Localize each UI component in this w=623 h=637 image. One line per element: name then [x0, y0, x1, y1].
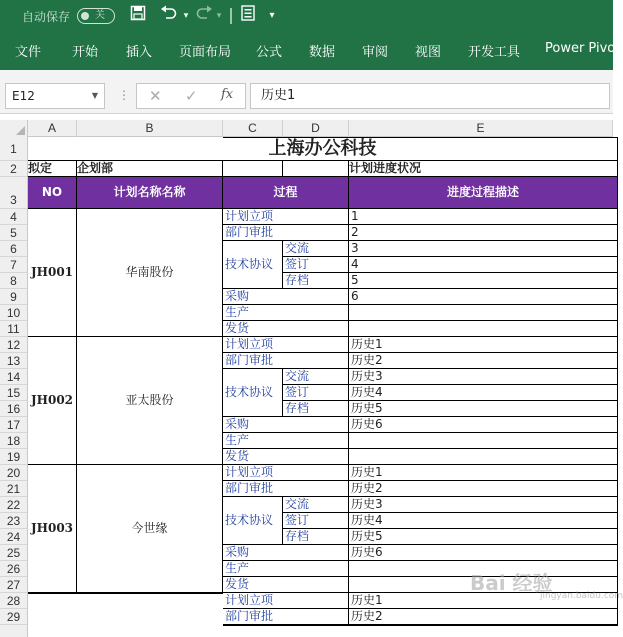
step-purchase-text: 采购: [225, 545, 250, 559]
step-dept-review-text: 部门审批: [225, 353, 274, 367]
substep-exchange-text: 交流: [285, 369, 310, 383]
company-name-text: 亚太股份: [125, 393, 174, 407]
progress-description-text: 3: [351, 241, 359, 255]
substep-sign-text: 签订: [285, 513, 310, 527]
step-plan-approval-text: 计划立项: [225, 465, 274, 479]
progress-description-text: 历史1: [351, 337, 383, 351]
row-header[interactable]: 11: [0, 321, 27, 337]
step-production-text: 生产: [225, 433, 250, 447]
row-headers: [0, 137, 28, 637]
header-plan-name[interactable]: [77, 177, 223, 209]
row-header[interactable]: 9: [0, 289, 27, 305]
substep-archive-text: 存档: [285, 401, 310, 415]
step-dept-review-text: 部门审批: [225, 481, 274, 495]
watermark: Bai 经验: [470, 571, 553, 595]
progress-description[interactable]: [349, 369, 618, 385]
more-icon: ⋮: [118, 88, 130, 102]
step-delivery-text: 发货: [225, 449, 250, 463]
step-purchase[interactable]: [223, 417, 349, 433]
progress-description-text: 6: [351, 289, 359, 303]
step-delivery[interactable]: [223, 577, 349, 593]
progress-description-text: 4: [351, 257, 359, 271]
plan-code-text: JH001: [30, 265, 74, 279]
step-dept-review[interactable]: [223, 609, 349, 625]
step-production[interactable]: [223, 433, 349, 449]
step-production[interactable]: [223, 561, 349, 577]
progress-description[interactable]: [349, 417, 618, 433]
plan-code[interactable]: [28, 209, 77, 337]
plan-code-text: JH002: [30, 393, 74, 407]
chevron-down-icon[interactable]: ▼: [91, 91, 98, 100]
step-delivery[interactable]: [223, 137, 349, 138]
insert-function-icon[interactable]: fx: [221, 87, 234, 102]
autosave-label: 自动保存: [22, 10, 71, 24]
step-plan-approval-text: 计划立项: [225, 593, 274, 607]
header-process[interactable]: [223, 177, 349, 209]
step-tech-agreement[interactable]: [223, 241, 283, 289]
step-tech-agreement[interactable]: [223, 369, 283, 417]
tab-file[interactable]: 文件: [15, 45, 42, 60]
header-process-text: 过程: [273, 185, 298, 199]
company-name[interactable]: [77, 337, 223, 465]
progress-description[interactable]: [349, 481, 618, 497]
company-name[interactable]: [77, 209, 223, 337]
substep-exchange[interactable]: [283, 369, 349, 385]
step-plan-approval-text: 计划立项: [225, 337, 274, 351]
step-dept-review[interactable]: [223, 481, 349, 497]
row-header[interactable]: 6: [0, 241, 27, 257]
cell-b2-text: 企划部: [77, 161, 114, 175]
step-plan-approval[interactable]: [223, 337, 349, 353]
step-delivery-text: 发货: [225, 321, 250, 335]
progress-description-text: 历史2: [351, 481, 383, 495]
tab-view[interactable]: 视图: [415, 45, 442, 60]
worksheet-grid: [0, 120, 613, 625]
progress-description-text: 历史6: [351, 545, 383, 559]
redo-icon[interactable]: [194, 4, 214, 28]
row-header[interactable]: 12: [0, 337, 27, 353]
tab-data[interactable]: 数据: [309, 45, 336, 60]
plan-code[interactable]: [28, 593, 77, 594]
progress-description[interactable]: [349, 449, 618, 465]
tab-home[interactable]: 开始: [72, 45, 99, 60]
substep-exchange[interactable]: [283, 241, 349, 257]
progress-description-text: 历史2: [351, 609, 383, 623]
progress-description[interactable]: [349, 353, 618, 369]
save-icon[interactable]: [128, 4, 148, 28]
row-header[interactable]: 3: [0, 177, 27, 209]
ribbon-gap: [0, 70, 613, 80]
plan-code[interactable]: [28, 337, 77, 465]
row-header[interactable]: 10: [0, 305, 27, 321]
progress-description[interactable]: [349, 273, 618, 289]
progress-description[interactable]: [349, 257, 618, 273]
row-header[interactable]: 4: [0, 209, 27, 225]
form-icon[interactable]: [238, 4, 258, 28]
header-description[interactable]: [349, 177, 618, 209]
step-dept-review[interactable]: [223, 353, 349, 369]
progress-description-text: 2: [351, 225, 359, 239]
progress-description[interactable]: [349, 385, 618, 401]
step-production-text: 生产: [225, 305, 250, 319]
progress-description[interactable]: [349, 545, 618, 561]
tab-formulas[interactable]: 公式: [256, 45, 283, 60]
header-no[interactable]: [28, 177, 77, 209]
substep-exchange-text: 交流: [285, 241, 310, 255]
autosave-toggle[interactable]: [77, 8, 115, 24]
substep-sign-text: 签订: [285, 385, 310, 399]
progress-description[interactable]: [349, 433, 618, 449]
ribbon-tabs: [0, 32, 621, 70]
company-name[interactable]: [77, 593, 223, 594]
cell-e2-text: 计划进度状况: [349, 161, 422, 175]
row-header[interactable]: 22: [0, 497, 27, 513]
header-plan-name-text: 计划名称名称: [113, 185, 186, 199]
step-tech-agreement[interactable]: [223, 625, 283, 626]
tab-review[interactable]: 审阅: [362, 45, 389, 60]
customize-qat-icon[interactable]: ▾: [269, 10, 275, 21]
formula-input[interactable]: 历史1: [250, 83, 610, 109]
progress-description-text: 1: [351, 209, 359, 223]
step-tech-agreement[interactable]: [223, 497, 283, 545]
progress-description[interactable]: [349, 513, 618, 529]
step-delivery-text: 发货: [225, 577, 250, 591]
progress-description-text: 历史2: [351, 353, 383, 367]
progress-description[interactable]: [349, 625, 618, 626]
row-header[interactable]: 14: [0, 369, 27, 385]
company-name-text: 今世缘: [131, 521, 168, 535]
substep-archive-text: 存档: [285, 529, 310, 543]
progress-description-text: 历史4: [351, 513, 383, 527]
cell-c2[interactable]: [223, 161, 283, 177]
row-header[interactable]: 17: [0, 417, 27, 433]
plan-code[interactable]: [28, 465, 77, 593]
progress-description[interactable]: [349, 209, 618, 225]
progress-description-text: 历史1: [351, 465, 383, 479]
step-tech-agreement-text: 技术协议: [225, 257, 274, 271]
step-delivery[interactable]: [223, 449, 349, 465]
toggle-knob: [81, 12, 89, 20]
cell-a2[interactable]: [28, 161, 77, 177]
substep-exchange[interactable]: [283, 625, 349, 626]
redo-dropdown-icon[interactable]: ▾: [216, 11, 222, 21]
cell-d2[interactable]: [283, 161, 349, 177]
tab-page-layout[interactable]: 页面布局: [179, 45, 232, 60]
step-purchase[interactable]: [223, 545, 349, 561]
step-plan-approval[interactable]: [223, 209, 349, 225]
progress-description[interactable]: [349, 529, 618, 545]
header-no-text: NO: [41, 185, 63, 199]
cell-b2[interactable]: [77, 161, 223, 177]
progress-description[interactable]: [349, 321, 618, 337]
tab-developer[interactable]: 开发工具: [468, 45, 521, 60]
name-box-value: E12: [12, 89, 35, 103]
progress-description[interactable]: [349, 225, 618, 241]
row-header[interactable]: 25: [0, 545, 27, 561]
plan-code-text: JH003: [30, 521, 74, 535]
step-tech-agreement-text: 技术协议: [225, 513, 274, 527]
cancel-icon[interactable]: ✕: [149, 87, 162, 105]
progress-description-text: 历史4: [351, 385, 383, 399]
substep-archive-text: 存档: [285, 273, 310, 287]
column-header-b[interactable]: B: [77, 120, 223, 137]
column-header-c[interactable]: C: [223, 120, 283, 137]
step-purchase[interactable]: [223, 289, 349, 305]
progress-description[interactable]: [349, 609, 618, 625]
select-all-corner[interactable]: [0, 120, 28, 137]
column-header-d[interactable]: D: [283, 120, 349, 137]
cell-e2[interactable]: [349, 161, 618, 177]
step-tech-agreement-text: 技术协议: [225, 385, 274, 399]
step-dept-review[interactable]: [223, 225, 349, 241]
progress-description-text: 历史5: [351, 401, 383, 415]
row-header[interactable]: 7: [0, 257, 27, 273]
title-bar: [0, 0, 613, 32]
progress-description-text: 历史1: [351, 593, 383, 607]
substep-sign[interactable]: [283, 257, 349, 273]
company-name[interactable]: [77, 465, 223, 593]
column-header-a[interactable]: A: [28, 120, 77, 137]
step-purchase-text: 采购: [225, 289, 250, 303]
step-plan-approval-text: 计划立项: [225, 209, 274, 223]
substep-archive[interactable]: [283, 401, 349, 417]
undo-icon[interactable]: [158, 4, 180, 28]
progress-description[interactable]: [349, 337, 618, 353]
substep-exchange[interactable]: [283, 497, 349, 513]
progress-description-text: 历史3: [351, 369, 383, 383]
row-header[interactable]: 24: [0, 529, 27, 545]
progress-description[interactable]: [349, 465, 618, 481]
row-header[interactable]: 5: [0, 225, 27, 241]
progress-description[interactable]: [349, 241, 618, 257]
step-dept-review-text: 部门审批: [225, 609, 274, 623]
row-header[interactable]: 27: [0, 577, 27, 593]
row-header[interactable]: 29: [0, 609, 27, 625]
row-header[interactable]: 2: [0, 161, 27, 177]
row-header[interactable]: 26: [0, 561, 27, 577]
tab-power-pivot[interactable]: Power Pivot: [545, 41, 621, 56]
step-production-text: 生产: [225, 561, 250, 575]
row-header[interactable]: 8: [0, 273, 27, 289]
substep-exchange-text: 交流: [285, 497, 310, 511]
header-description-text: 进度过程描述: [446, 185, 519, 199]
formula-bar: [0, 80, 613, 114]
sheet-title[interactable]: [28, 137, 618, 161]
sheet-title-text: 上海办公科技: [268, 138, 377, 159]
progress-description[interactable]: [349, 137, 618, 138]
row-header[interactable]: 23: [0, 513, 27, 529]
step-purchase-text: 采购: [225, 417, 250, 431]
column-header-e[interactable]: E: [349, 120, 613, 137]
substep-sign[interactable]: [283, 513, 349, 529]
row-header[interactable]: 28: [0, 593, 27, 609]
watermark-url: jingyan.baidu.com: [540, 591, 623, 601]
tab-insert[interactable]: 插入: [126, 45, 153, 60]
progress-description-text: 5: [351, 273, 359, 287]
step-dept-review-text: 部门审批: [225, 225, 274, 239]
sheet-cells: [28, 137, 613, 627]
step-production[interactable]: [223, 305, 349, 321]
row-header[interactable]: 21: [0, 481, 27, 497]
company-name-text: 华南股份: [125, 265, 174, 279]
row-header[interactable]: 20: [0, 465, 27, 481]
row-header[interactable]: 1: [0, 137, 27, 161]
row-header[interactable]: 15: [0, 385, 27, 401]
progress-description[interactable]: [349, 305, 618, 321]
enter-icon[interactable]: ✓: [185, 87, 198, 105]
divider: [230, 8, 232, 24]
formula-buttons: [136, 83, 246, 109]
column-headers: [0, 120, 613, 137]
cell-a2-text: 拟定: [28, 161, 53, 175]
autosave-state: 关: [95, 10, 105, 21]
progress-description-text: 历史6: [351, 417, 383, 431]
substep-sign-text: 签订: [285, 257, 310, 271]
undo-dropdown-icon[interactable]: ▾: [183, 11, 189, 21]
step-plan-approval[interactable]: [223, 465, 349, 481]
step-delivery[interactable]: [223, 321, 349, 337]
step-plan-approval[interactable]: [223, 593, 349, 609]
substep-archive[interactable]: [283, 529, 349, 545]
row-header[interactable]: 19: [0, 449, 27, 465]
name-box[interactable]: [5, 83, 105, 109]
progress-description[interactable]: [349, 289, 618, 305]
substep-sign[interactable]: [283, 385, 349, 401]
substep-archive[interactable]: [283, 273, 349, 289]
progress-description-text: 历史5: [351, 529, 383, 543]
row-header[interactable]: 13: [0, 353, 27, 369]
progress-description[interactable]: [349, 497, 618, 513]
row-header[interactable]: 18: [0, 433, 27, 449]
progress-description-text: 历史3: [351, 497, 383, 511]
row-header[interactable]: 16: [0, 401, 27, 417]
progress-description[interactable]: [349, 401, 618, 417]
